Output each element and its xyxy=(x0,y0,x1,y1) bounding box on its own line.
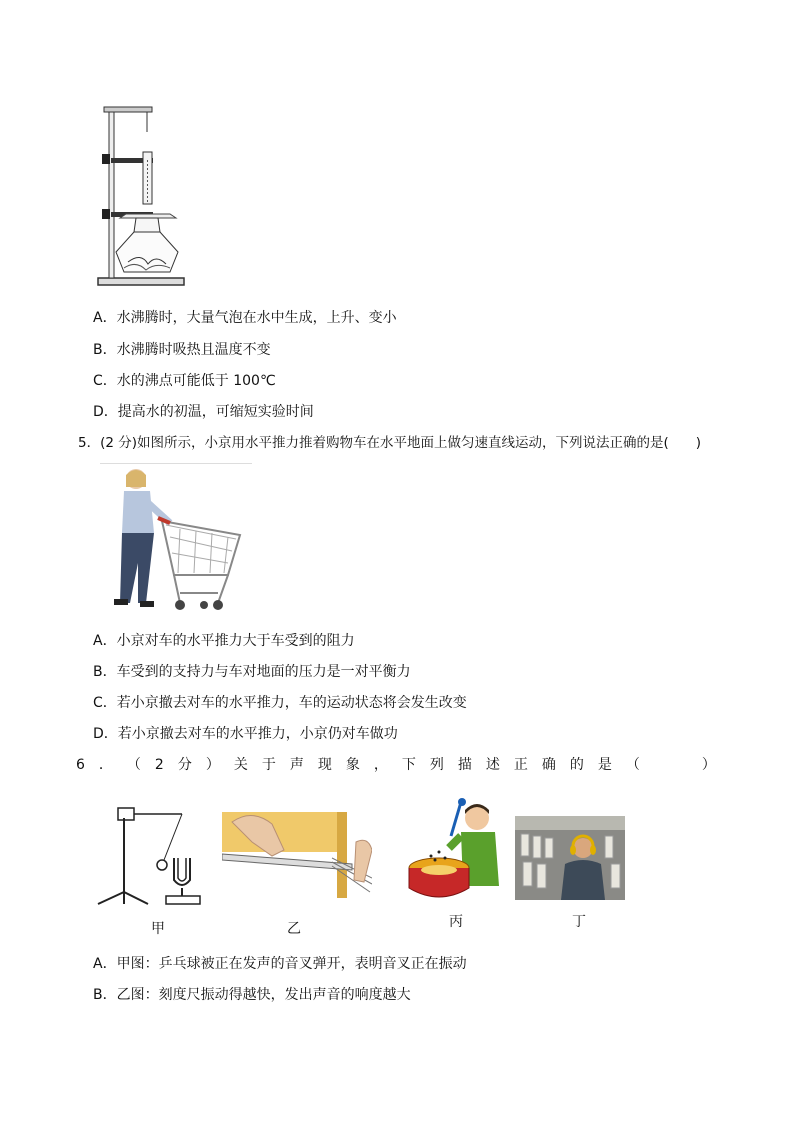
q5-option-b: B．车受到的支持力与车对地面的压力是一对平衡力 xyxy=(93,664,411,680)
ruler-figure xyxy=(222,812,372,898)
q6-q-part: （ xyxy=(126,757,141,773)
q6-q-part: 关 xyxy=(233,757,248,773)
q6-q-part: 是 xyxy=(597,757,612,773)
q6-q-part: 2 xyxy=(154,757,164,773)
q6-q-part: ） xyxy=(701,757,716,773)
q6-q-part: 于 xyxy=(261,757,276,773)
q6-q-part: 下 xyxy=(401,757,416,773)
q6-q-part: 分 xyxy=(177,757,192,773)
q6-option-a: A．甲图：乒乓球被正在发声的音叉弹开，表明音叉正在振动 xyxy=(93,956,467,972)
factory-figure xyxy=(515,816,625,900)
caption-bing: 丙 xyxy=(449,914,463,930)
q6-q-part: 描 xyxy=(457,757,472,773)
q6-q-part: （ xyxy=(625,757,640,773)
q6-q-part: 现 xyxy=(317,757,332,773)
q6-q-part: 正 xyxy=(513,757,528,773)
q4-option-a: A．水沸腾时，大量气泡在水中生成，上升、变小 xyxy=(93,310,397,326)
q5-option-a: A．小京对车的水平推力大于车受到的阻力 xyxy=(93,633,355,649)
q4-option-b: B．水沸腾时吸热且温度不变 xyxy=(93,342,271,358)
q4-option-d: D．提高水的初温，可缩短实验时间 xyxy=(93,404,314,420)
caption-yi: 乙 xyxy=(287,921,301,937)
q6-q-part: ） xyxy=(205,757,220,773)
drum-figure xyxy=(405,796,501,900)
q6-option-b: B．乙图：刻度尺振动得越快，发出声音的响度越大 xyxy=(93,987,411,1003)
q4-option-c: C．水的沸点可能低于 100℃ xyxy=(93,373,276,389)
q5-question: 5．(2 分)如图所示，小京用水平推力推着购物车在水平地面上做匀速直线运动，下列说法正确的是( ) xyxy=(78,435,702,451)
q6-q-part: ， xyxy=(373,757,388,773)
q5-option-c: C．若小京撤去对车的水平推力，车的运动状态将会发生改变 xyxy=(93,695,467,711)
q6-q-part: 的 xyxy=(569,757,584,773)
q6-q-part: 声 xyxy=(289,757,304,773)
tuning-fork-figure xyxy=(94,800,206,910)
shopping-cart-figure xyxy=(100,463,252,615)
q6-q-part: 述 xyxy=(485,757,500,773)
boiling-apparatus-figure xyxy=(96,102,188,290)
q5-option-d: D．若小京撤去对车的水平推力，小京仍对车做功 xyxy=(93,726,398,742)
q6-q-part: ． xyxy=(98,757,113,773)
q6-q-part: 象 xyxy=(345,757,360,773)
q6-q-part: 列 xyxy=(429,757,444,773)
q6-question xyxy=(76,756,716,774)
caption-jia: 甲 xyxy=(151,921,165,937)
q6-q-part: 6 xyxy=(76,757,85,773)
caption-ding: 丁 xyxy=(572,914,586,930)
q6-q-part: 确 xyxy=(541,757,556,773)
